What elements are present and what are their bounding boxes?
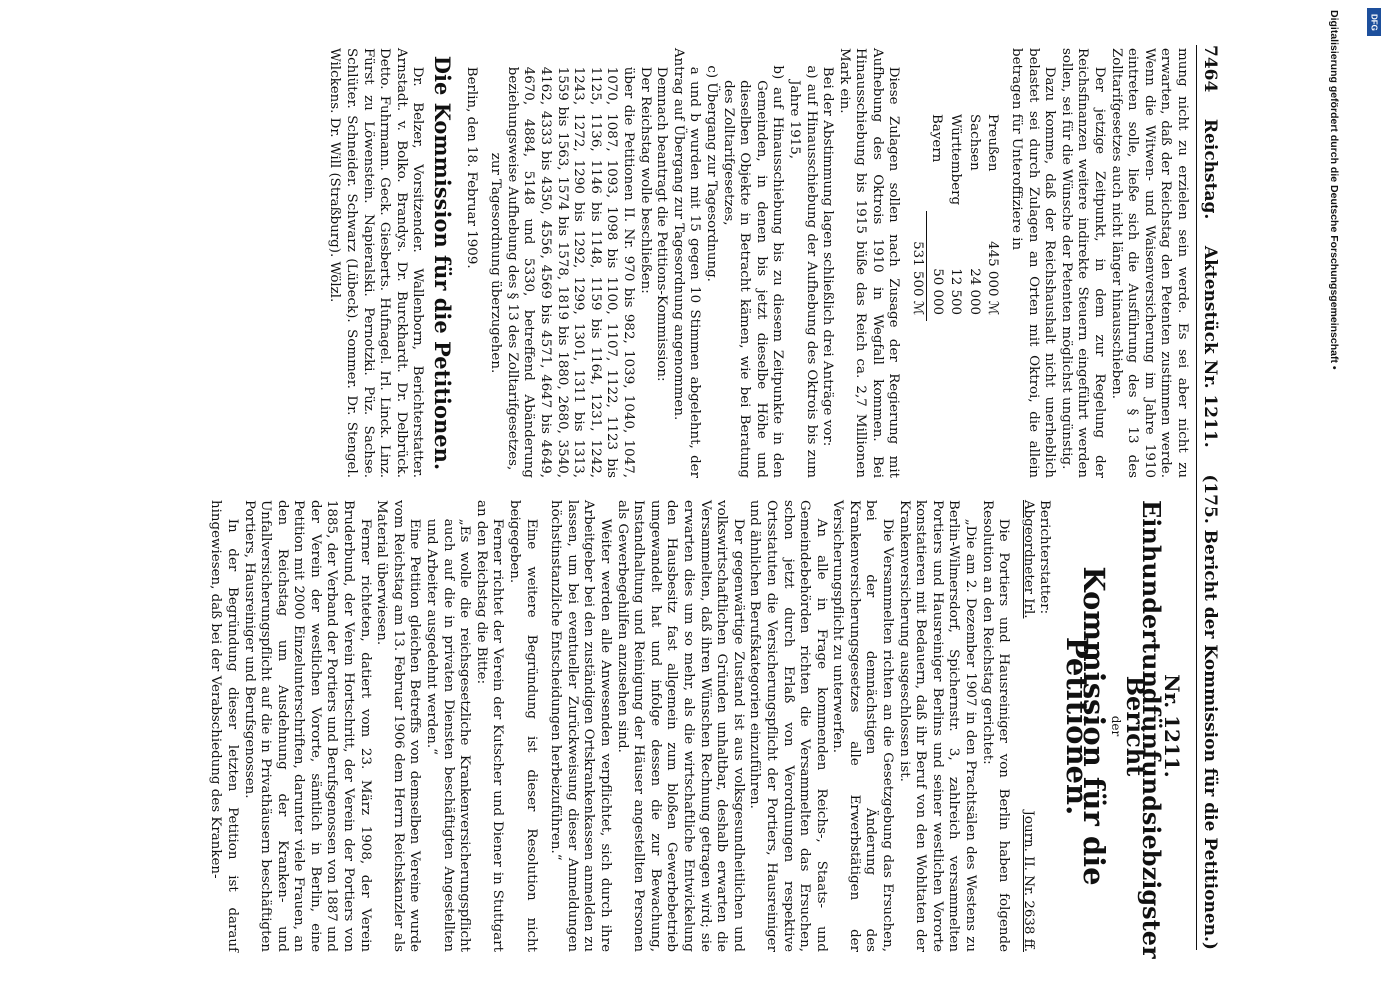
date-line: Berlin, den 18. Februar 1909. <box>463 66 479 269</box>
paragraph: Ferner richteten, datiert vom 23. März 1908, der Verein Bruderbund, der Verein Hortschritt, der Verein der Portiers von 1885, der Verband der Portiers und Berufsgenossen von 1887 und der Verein der westlichen Vororte, sämtlich in Berlin, eine Petition mit 2000 Einzelunterschriften, darunter viele Frauen, an den Reichstag um Ausdehnung der Kranken- und Unfallversicherungspflicht auf die in Privathäusern beschäftigten Portiers, Hausreiniger und Berufsgenossen. <box>241 500 373 952</box>
paragraph: An alle in Frage kommenden Reichs-, Staats- und Gemeindebehörden richten die Versammelten das Ersuchen, schon jetzt durch Erlaß von Verordnungen respektive Ortsstatuten die Versicherungspflicht der Portiers, Hausreiniger und ähnlichen Berufskategorien einzuführen. <box>747 500 829 952</box>
paragraph: Der gegenwärtige Zustand ist aus volksgesundheitlichen und volkswirtschaftlichen Gründen unhaltbar, deshalb erwarten die Versammelten, daß ihren Wünschen Rechnung getragen wird; sie erwarten dies um so mehr, als die wirtschaftliche Entwickelung den Hausbesitz fast allgemein zum bloßen Gewerbebetrieb umgewandelt hat und infolge dessen die zur Bewachung, Instandhaltung und Reinigung der Häuser angestellten Personen als Gewerbegehilfen anzusehen sind. <box>614 500 746 952</box>
quoted-request: „Es wolle die reichsgesetzliche Krankenversicherungspflicht auch auf die in privaten Diensten beschäftigten Angestellten und Arbeiter ausgedehnt werden.“ <box>424 518 473 952</box>
paragraph: Weiter werden alle Anwesenden verpflichtet, sich durch ihre Arbeitgeber bei den zuständigen Ortskrankenkassen anmelden zu lassen, um bei eventueller Zurückweisung dieser Anmeldungen höchstinstanzliche Entscheidungen herbeizuführen.“ <box>548 500 613 952</box>
motion-a: a) auf Hinausschiebung der Aufhebung des Oktrois bis zum Jahre 1915, <box>786 65 819 478</box>
state-name: Bayern <box>929 114 945 163</box>
header-center: Aktenstück Nr. 1211. <box>1200 245 1220 448</box>
kommission-title: Kommission für die Petitionen. <box>1060 566 1111 886</box>
paragraph: Dazu komme, daß der Reichshaushalt nicht unerheblich belastet sei durch Zulagen an Orten mit Oktroi, die allein betragen für Unteroffiziere in <box>1009 48 1058 478</box>
paragraph: „Die am 2. Dezember 1907 in den Prachtsälen des Westens zu Berlin-Wilmersdorf, Spichernstr. 3, zahlreich versammelten Portiers und Hausreiniger Berlins und seiner westlichen Vororte konstatieren mit Bedauern, daß ihr Beruf von den Wohltaten der Krankenversicherung ausgeschlossen ist. <box>896 500 979 952</box>
paragraph: Bei der Abstimmung lagen schließlich drei Anträge vor: <box>820 66 836 447</box>
reporter-row <box>1036 500 1053 952</box>
state-name: Sachsen <box>966 114 982 171</box>
page-header <box>1196 45 1228 950</box>
paragraph: a und b wurden mit 15 gegen 10 Stimmen abgelehnt, der Antrag auf Übergang zur Tagesordnung angenommen. <box>670 48 703 478</box>
page-number: 7464 <box>1200 45 1220 93</box>
header-right: (175. Bericht der Kommission für die Petitionen.) <box>1200 474 1220 950</box>
paragraph: Die Versammelten richten an die Gesetzgebung das Ersuchen, bei der demnächstigen Änderung des Krankenversicherungsgesetzes alle Erwerbstätigen der Versicherungspflicht zu unterwerfen. <box>830 500 896 952</box>
reporter-row <box>1019 500 1036 952</box>
petition-list: über die Petitionen II. Nr. 970 bis 982, 1039, 1040, 1047, 1070, 1087, 1093, 1098 bis 1100, 1107, 1122, 1123 bis 1125, 1136, 1146 bis 1148, 1159 bis 1164, 1231, 1242, 1243, 1272, 1290 bis 1292, 1299, 1301, 1311 bis 1313, 1559 bis 1563, 1574 bis 1578, 1819 bis 1880, 2680, 3540, 4162, 4333 bis 4350, 4556, 4569 bis 4571, 4647 bis 4649, 4670, 4884, 5148 und 5330, betreffend Abänderung beziehungsweise Aufhebung des § 13 des Zolltarifgesetzes, <box>504 66 636 478</box>
table-row <box>983 108 1002 321</box>
paragraph: Eine Petition gleichen Betreffs von demselben Vereine wurde vom Reichstag am 13. Februar 1906 dem Herrn Reichskanzler als Material überwiesen. <box>374 500 423 952</box>
digitization-note: Digitalisierung gefördert durch die Deutsche Forschungsgemeinschaft • <box>1328 10 1340 370</box>
states-table <box>908 108 1002 321</box>
journal-number: Journ. II. Nr. 2638 ff. <box>1020 810 1036 952</box>
paragraph: Eine weitere Begründung ist dieser Resolution nicht beigegeben. <box>507 500 539 952</box>
header-left: Reichstag. <box>1200 118 1220 220</box>
state-amount: 24 000 <box>966 268 982 316</box>
state-amount: 50 000 <box>929 268 945 316</box>
state-amount: 12 500 <box>948 268 964 316</box>
committee-members: Dr. Belzer, Vorsitzender. Wallenborn, Berichterstatter. Arnstadt. v. Bolko. Brandys. Dr. Burckhardt. Dr. Delbrück. Detto. Fuhrmann. Geck. Giesberts. Hufnagel. Irl. Linck. Linz. Fürst zu Löwenstein. Napieralski. Pernotzki. Püz. Sachse. Schlüter. Schneider. Schwarz (Lübeck). Sommer. Dr. Stengel. Wilckens. Dr. Will (Straßburg). Wölzl. <box>327 48 426 478</box>
left-column <box>326 48 1190 478</box>
paragraph: Der Reichstag wolle beschließen: <box>637 66 653 294</box>
paragraph: Der jetzige Zeitpunkt, in dem zur Regelung der Reichsfinanzen weitere indirekte Steuern eingeführt werden sollen, sei für die Wünsche der Petenten möglichst ungünstig. <box>1058 48 1108 478</box>
state-name: Württemberg <box>948 114 964 206</box>
paragraph: Demnach beantragt die Petitions-Kommission: <box>654 66 670 382</box>
paragraph: Die Portiers und Hausreiniger von Berlin haben folgende Resolution an den Reichstag gerichtet: <box>979 500 1012 952</box>
paragraph: In der Begründung dieser letzten Petition ist darauf hingewiesen, daß bei der Verabschiedung des Kranken- <box>208 500 240 952</box>
paragraph: zur Tagesordnung überzugehen. <box>488 152 504 374</box>
total-amount: 531 500 ℳ <box>908 211 927 321</box>
paragraph: mung nicht zu erzielen sein werde. Es sei aber nicht zu erwarten, daß der Reichstag den Petenten zustimmen werde. Wenn die Witwen- und Waisenversicherung im Jahre 1910 eintreten solle, ließe sich die Ausführung des § 13 des Zolltarifgesetzes auch nicht länger hinausschieben. <box>1108 48 1190 478</box>
table-row <box>946 108 965 321</box>
report-title: Einhundertundfünfundsiebzigster Bericht <box>1120 500 1167 959</box>
paragraph: Diese Zulagen sollen nach Zusage der Regierung mit Aufhebung des Oktrois 1910 in Wegfall kommen. Bei Hinausschiebung bis 1915 büße das Reich ca. 2,7 Millionen Mark ein. <box>836 48 902 478</box>
state-name: Preußen <box>985 114 1001 172</box>
motion-c: c) Übergang zur Tagesordnung. <box>703 65 719 282</box>
motion-b: b) auf Hinausschiebung bis zu diesem Zeitpunkte in den Gemeinden, in denen bis jetzt dieselbe Höhe und dieselben Objekte in Betracht kämen, wie bei Beratung des Zolltarifgesetzes, <box>720 65 786 478</box>
right-column <box>207 500 1190 959</box>
reporter-name: Abgeordneter Irl. <box>1020 500 1036 619</box>
document-number: Nr. 1211. <box>1160 674 1184 778</box>
table-row <box>964 108 983 321</box>
state-amount: 445 000 ℳ <box>985 241 1001 316</box>
table-row <box>927 108 946 321</box>
total-row <box>908 108 927 321</box>
paragraph: Ferner richtet der Verein der Kutscher und Diener in Stuttgart an den Reichstag die Bitte: <box>473 500 506 952</box>
committee-title: Die Kommission für die Petitionen. <box>430 55 456 471</box>
reporter-label: Berichterstatter: <box>1037 500 1053 615</box>
dfg-logo: DFG <box>1367 8 1381 36</box>
title-der: der <box>1109 715 1124 737</box>
